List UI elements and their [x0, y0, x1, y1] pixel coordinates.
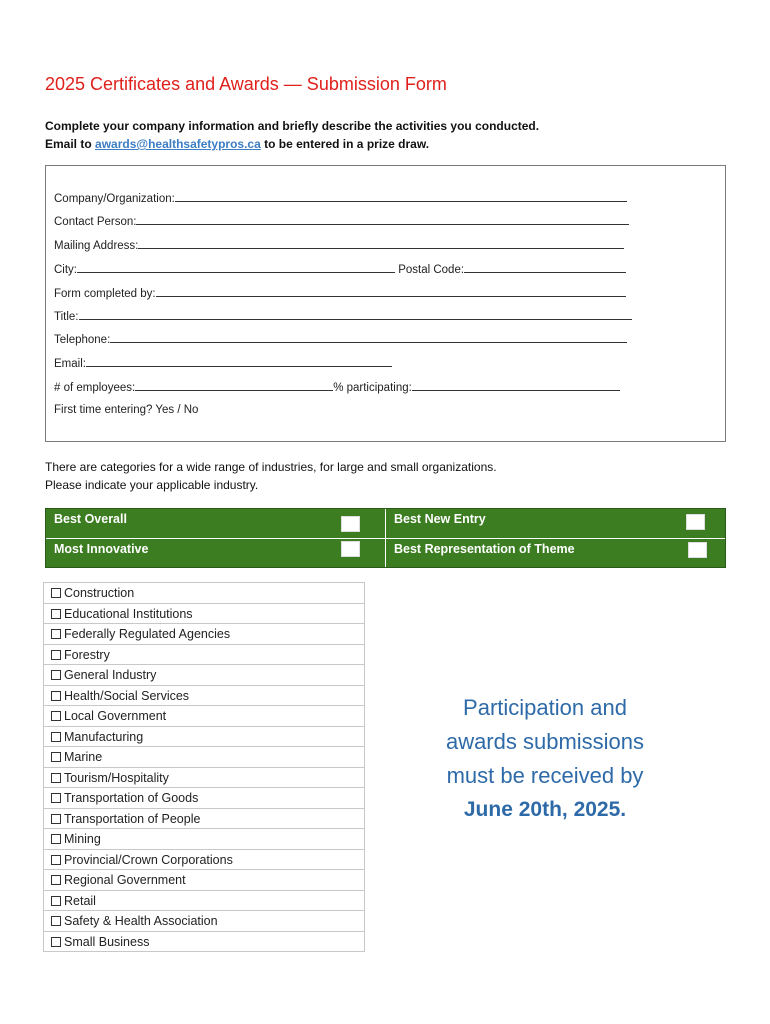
intro-email-suffix: to be entered in a prize draw. [260, 137, 430, 151]
postal-line[interactable] [464, 262, 626, 273]
industry-transportation-of-goods[interactable] [43, 788, 365, 809]
industry-small-business[interactable] [43, 932, 365, 953]
employees-line[interactable] [135, 380, 333, 391]
checkbox-icon[interactable] [51, 773, 61, 783]
email-field[interactable] [54, 356, 392, 370]
industry-label: Educational Institutions [64, 606, 193, 621]
first-time-field[interactable]: First time entering? Yes / No [54, 404, 199, 416]
intro-text [45, 117, 539, 153]
award-label: Best New Entry [394, 512, 486, 526]
industry-construction[interactable] [43, 583, 365, 604]
industry-label: Regional Government [64, 873, 186, 888]
categories-text [45, 458, 497, 494]
checkbox-icon[interactable] [51, 855, 61, 865]
industry-manufacturing[interactable] [43, 727, 365, 748]
title-label: Title: [54, 311, 79, 323]
award-checkbox[interactable] [341, 516, 360, 532]
checkbox-icon[interactable] [51, 752, 61, 762]
checkbox-icon[interactable] [51, 691, 61, 701]
contact-field[interactable] [54, 214, 629, 228]
industry-label: Construction [64, 586, 135, 601]
mailing-label: Mailing Address: [54, 240, 139, 252]
title-line[interactable] [79, 309, 632, 320]
checkbox-icon[interactable] [51, 650, 61, 660]
industry-tourism-hospitality[interactable] [43, 768, 365, 789]
industry-general-industry[interactable] [43, 665, 365, 686]
industry-local-government[interactable] [43, 706, 365, 727]
industry-label: Provincial/Crown Corporations [64, 852, 233, 867]
award-label: Best Overall [54, 512, 127, 526]
checkbox-icon[interactable] [51, 670, 61, 680]
industry-label: General Industry [64, 668, 157, 683]
industry-label: Health/Social Services [64, 688, 190, 703]
award-best-representation[interactable] [386, 539, 725, 568]
city-label: City: [54, 264, 77, 276]
form-title: 2025 Certificates and Awards — Submission Form [45, 74, 447, 94]
industry-educational-institutions[interactable] [43, 604, 365, 625]
award-label: Best Representation of Theme [394, 542, 575, 556]
award-checkbox[interactable] [688, 542, 707, 558]
checkbox-icon[interactable] [51, 711, 61, 721]
award-checkbox[interactable] [341, 541, 360, 557]
award-label: Most Innovative [54, 542, 149, 556]
industry-label: Mining [64, 832, 101, 847]
industry-label: Local Government [64, 709, 167, 724]
table-divider [46, 538, 725, 539]
telephone-field[interactable] [54, 332, 627, 346]
company-label: Company/Organization: [54, 193, 175, 205]
checkbox-icon[interactable] [51, 937, 61, 947]
company-field[interactable] [54, 191, 627, 205]
industry-health-social-services[interactable] [43, 686, 365, 707]
intro-line-1: Complete your company information and briefly describe the activities you conducted. [45, 119, 540, 133]
industry-federally-regulated-agencies[interactable] [43, 624, 365, 645]
title-field[interactable] [54, 309, 632, 323]
industry-label: Marine [64, 750, 103, 765]
email-label: Email: [54, 358, 86, 370]
contact-line[interactable] [136, 214, 629, 225]
checkbox-icon[interactable] [51, 834, 61, 844]
deadline-line-1: Participation and [463, 695, 627, 720]
industry-mining[interactable] [43, 829, 365, 850]
participating-label: % participating: [333, 382, 412, 394]
industry-label: Forestry [64, 647, 110, 662]
categories-line-1: There are categories for a wide range of industries, for large and small organizations. [45, 460, 497, 474]
industry-label: Retail [64, 893, 96, 908]
checkbox-icon[interactable] [51, 629, 61, 639]
participating-line[interactable] [412, 380, 620, 391]
checkbox-icon[interactable] [51, 916, 61, 926]
checkbox-icon[interactable] [51, 814, 61, 824]
industry-retail[interactable] [43, 891, 365, 912]
award-checkbox[interactable] [686, 514, 705, 530]
industry-marine[interactable] [43, 747, 365, 768]
industry-label: Manufacturing [64, 729, 144, 744]
completed-by-line[interactable] [156, 286, 626, 297]
industry-label: Transportation of Goods [64, 791, 199, 806]
award-most-innovative[interactable] [46, 539, 385, 568]
postal-label: Postal Code: [398, 264, 465, 276]
checkbox-icon[interactable] [51, 732, 61, 742]
industry-label: Federally Regulated Agencies [64, 627, 231, 642]
award-best-new-entry[interactable] [386, 509, 725, 538]
email-line[interactable] [86, 356, 392, 367]
industry-safety-health-association[interactable] [43, 911, 365, 932]
telephone-line[interactable] [110, 332, 627, 343]
award-best-overall[interactable] [46, 509, 385, 538]
awards-table [45, 508, 726, 568]
industry-label: Tourism/Hospitality [64, 770, 169, 785]
mailing-field[interactable] [54, 238, 624, 252]
industry-label: Safety & Health Association [64, 914, 218, 929]
checkbox-icon[interactable] [51, 609, 61, 619]
completed-by-label: Form completed by: [54, 288, 156, 300]
company-info-box [45, 165, 726, 442]
intro-line-2 [45, 135, 539, 153]
industry-label: Small Business [64, 934, 150, 949]
company-line[interactable] [175, 191, 627, 202]
industry-label: Transportation of People [64, 811, 201, 826]
categories-line-2: Please indicate your applicable industry. [45, 478, 259, 492]
industry-table [43, 582, 365, 952]
employees-label: # of employees: [54, 382, 136, 394]
completed-by-field[interactable] [54, 286, 626, 300]
deadline-line-2: awards submissions [445, 729, 645, 754]
employees-field[interactable] [54, 380, 620, 394]
industry-forestry[interactable] [43, 645, 365, 666]
city-line[interactable] [77, 262, 395, 273]
industry-provincial-crown-corporations[interactable] [43, 850, 365, 871]
checkbox-icon[interactable] [51, 793, 61, 803]
city-postal-field[interactable] [54, 262, 626, 276]
checkbox-icon[interactable] [51, 875, 61, 885]
industry-regional-government[interactable] [43, 870, 365, 891]
awards-email-link[interactable]: awards@healthsafetypros.ca [95, 137, 261, 151]
deadline-date: June 20th, 2025. [463, 798, 627, 821]
checkbox-icon[interactable] [51, 588, 61, 598]
checkbox-icon[interactable] [51, 896, 61, 906]
telephone-label: Telephone: [54, 334, 111, 346]
deadline-line-3: must be received by [446, 763, 644, 788]
industry-transportation-of-people[interactable] [43, 809, 365, 830]
intro-email-prefix: Email to [45, 137, 96, 151]
mailing-line[interactable] [138, 238, 624, 249]
deadline-notice [400, 691, 690, 827]
contact-label: Contact Person: [54, 216, 137, 228]
